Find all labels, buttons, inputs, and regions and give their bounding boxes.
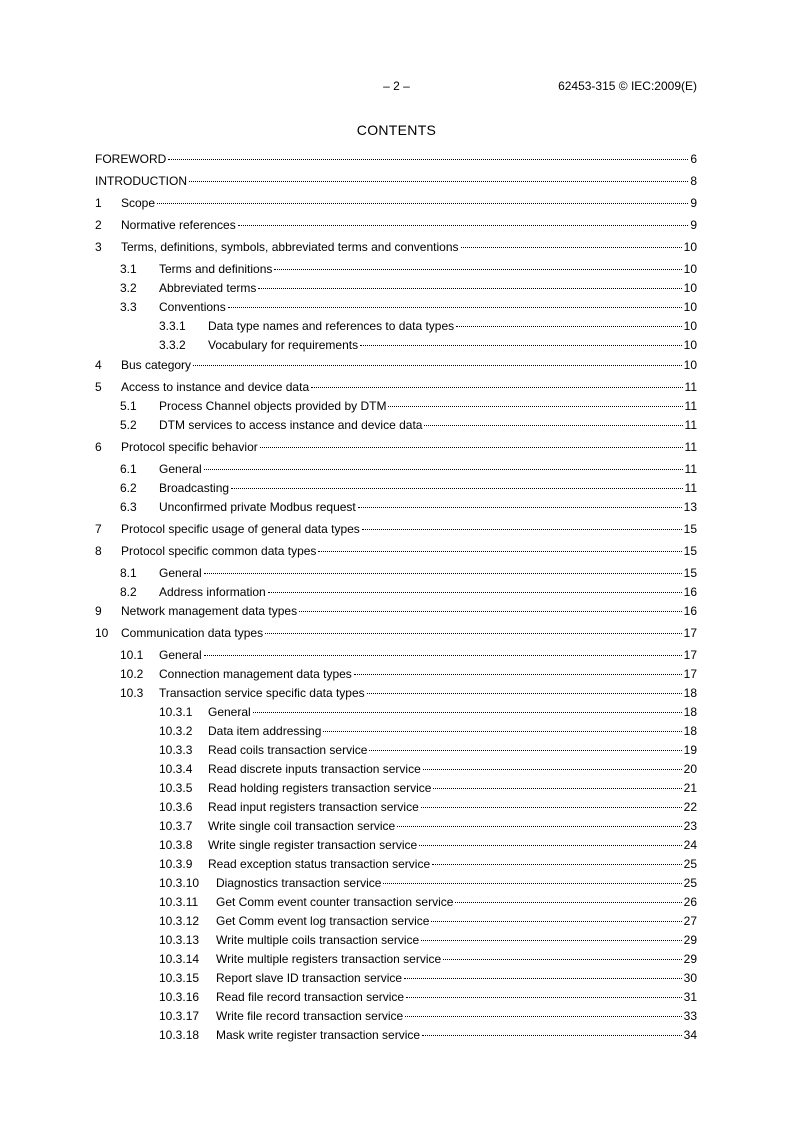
- toc-entry-page: 9: [690, 196, 697, 210]
- toc-entry-number: 5.1: [120, 399, 137, 413]
- toc-entry[interactable]: [159, 838, 697, 853]
- dot-leader: [424, 424, 682, 426]
- dot-leader: [274, 268, 681, 270]
- toc-entry-page: 20: [683, 762, 697, 776]
- dot-leader: [189, 180, 688, 182]
- toc-entry[interactable]: [95, 544, 697, 559]
- toc-entry-page: 29: [683, 933, 697, 947]
- toc-entry-page: 34: [683, 1028, 697, 1042]
- toc-entry-page: 11: [684, 440, 697, 454]
- toc-entry-page: 13: [683, 500, 697, 514]
- toc-entry-number: 6.1: [120, 462, 137, 476]
- toc-entry[interactable]: [120, 481, 697, 496]
- toc-entry-title: Protocol specific usage of general data types: [121, 522, 360, 536]
- toc-entry[interactable]: [159, 338, 697, 353]
- toc-entry-number: 6.3: [120, 500, 137, 514]
- toc-entry-title: Transaction service specific data types: [159, 686, 365, 700]
- toc-entry[interactable]: [120, 281, 697, 296]
- toc-entry-page: 23: [683, 819, 697, 833]
- toc-entry-number: 3.3.2: [159, 338, 186, 352]
- dot-leader: [419, 844, 681, 846]
- toc-entry-number: 2: [95, 218, 102, 232]
- toc-entry-title: FOREWORD: [95, 152, 167, 166]
- toc-entry-number: 3.2: [120, 281, 137, 295]
- toc-entry-title: Read holding registers transaction service: [208, 781, 432, 795]
- toc-entry-title: General: [159, 566, 202, 580]
- dot-leader: [432, 863, 682, 865]
- toc-entry[interactable]: [120, 399, 697, 414]
- toc-entry-title: Connection management data types: [159, 667, 352, 681]
- toc-entry-number: 10.3.5: [159, 781, 193, 795]
- toc-entry-number: 10.3.9: [159, 857, 193, 871]
- dot-leader: [193, 364, 682, 366]
- dot-leader: [268, 591, 682, 593]
- toc-entry-number: 10.3.12: [159, 914, 200, 928]
- toc-entry-number: 8.1: [120, 566, 137, 580]
- toc-entry-number: 10.3.17: [159, 1009, 200, 1023]
- toc-entry-number: 10.1: [120, 648, 144, 662]
- toc-entry[interactable]: [95, 626, 697, 641]
- toc-entry[interactable]: [159, 990, 697, 1005]
- toc-entry[interactable]: [95, 174, 697, 189]
- contents-title: CONTENTS: [356, 122, 437, 138]
- toc-entry-page: 10: [683, 300, 697, 314]
- toc-entry-title: Address information: [159, 585, 266, 599]
- dot-leader: [397, 825, 681, 827]
- toc-entry-number: 5: [95, 380, 102, 394]
- toc-entry[interactable]: [159, 705, 697, 720]
- dot-leader: [311, 386, 682, 388]
- toc-entry-page: 17: [683, 648, 697, 662]
- toc-entry-number: 10.3.11: [159, 895, 199, 909]
- toc-entry[interactable]: [159, 895, 697, 910]
- dot-leader: [421, 939, 681, 941]
- toc-entry-number: 10.3.15: [159, 971, 200, 985]
- dot-leader: [299, 610, 682, 612]
- toc-entry-number: 4: [95, 358, 102, 372]
- toc-entry-page: 11: [684, 462, 697, 476]
- toc-entry-title: Get Comm event counter transaction service: [216, 895, 454, 909]
- toc-entry-number: 3.3.1: [159, 319, 186, 333]
- toc-entry-page: 10: [683, 319, 697, 333]
- toc-entry-number: 10.3.16: [159, 990, 200, 1004]
- toc-entry-number: 10.3.1: [159, 705, 193, 719]
- toc-entry-title: Read discrete inputs transaction service: [208, 762, 421, 776]
- toc-entry-page: 30: [683, 971, 697, 985]
- dot-leader: [388, 405, 682, 407]
- toc-entry[interactable]: [120, 462, 697, 477]
- dot-leader: [238, 224, 689, 226]
- toc-entry-number: 6.2: [120, 481, 137, 495]
- toc-entry-page: 11: [684, 418, 697, 432]
- dot-leader: [421, 806, 682, 808]
- toc-entry-number: 3.3: [120, 300, 137, 314]
- toc-entry-page: 31: [683, 990, 697, 1004]
- toc-entry-number: 10.3.8: [159, 838, 193, 852]
- toc-entry[interactable]: [159, 319, 697, 334]
- dot-leader: [456, 325, 681, 327]
- toc-entry[interactable]: [95, 604, 697, 619]
- toc-entry-title: Write file record transaction service: [216, 1009, 404, 1023]
- toc-entry[interactable]: [95, 240, 697, 255]
- toc-entry-title: Write multiple coils transaction service: [216, 933, 420, 947]
- toc-entry-page: 33: [683, 1009, 697, 1023]
- toc-entry-page: 11: [684, 399, 697, 413]
- toc-entry-title: Scope: [121, 196, 156, 210]
- dot-leader: [318, 550, 681, 552]
- toc-entry-page: 10: [683, 338, 697, 352]
- toc-entry[interactable]: [120, 418, 697, 433]
- toc-entry[interactable]: [95, 358, 697, 373]
- dot-leader: [231, 487, 682, 489]
- toc-entry-title: Conventions: [159, 300, 226, 314]
- toc-entry-page: 26: [683, 895, 697, 909]
- toc-entry-number: 10.2: [120, 667, 144, 681]
- toc-entry-title: Write single register transaction service: [208, 838, 418, 852]
- toc-entry-page: 15: [683, 544, 697, 558]
- toc-entry-number: 10: [95, 626, 109, 640]
- toc-entry-number: 10.3.14: [159, 952, 200, 966]
- toc-entry[interactable]: [159, 952, 697, 967]
- toc-entry[interactable]: [120, 585, 697, 600]
- toc-entry-title: Get Comm event log transaction service: [216, 914, 430, 928]
- toc-entry-title: DTM services to access instance and device data: [159, 418, 423, 432]
- toc-entry-title: Data item addressing: [208, 724, 322, 738]
- page-number: – 2 –: [383, 79, 410, 93]
- toc-entry-number: 7: [95, 522, 102, 536]
- toc-entry[interactable]: [159, 971, 697, 986]
- toc-entry-number: 10.3.3: [159, 743, 193, 757]
- toc-entry-title: INTRODUCTION: [95, 174, 187, 188]
- dot-leader: [383, 882, 681, 884]
- toc-entry[interactable]: [159, 857, 697, 872]
- toc-entry[interactable]: [120, 500, 697, 515]
- dot-leader: [228, 306, 682, 308]
- toc-entry-number: 10.3.18: [159, 1028, 200, 1042]
- toc-entry-number: 3: [95, 240, 102, 254]
- toc-entry-title: Read file record transaction service: [216, 990, 405, 1004]
- dot-leader: [265, 632, 682, 634]
- dot-leader: [358, 506, 682, 508]
- toc-entry[interactable]: [120, 686, 697, 701]
- dot-leader: [369, 749, 681, 751]
- toc-entry[interactable]: [159, 819, 697, 834]
- toc-entry-title: Protocol specific behavior: [121, 440, 258, 454]
- toc-entry-title: Unconfirmed private Modbus request: [159, 500, 356, 514]
- toc-entry-title: Broadcasting: [159, 481, 230, 495]
- dot-leader: [455, 901, 681, 903]
- toc-entry[interactable]: [120, 262, 697, 277]
- dot-leader: [157, 202, 688, 204]
- toc-entry[interactable]: [159, 933, 697, 948]
- dot-leader: [443, 958, 681, 960]
- toc-entry-page: 9: [690, 218, 697, 232]
- toc-entry-page: 10: [683, 262, 697, 276]
- toc-entry[interactable]: [159, 800, 697, 815]
- toc-entry-number: 1: [95, 196, 102, 210]
- toc-entry[interactable]: [95, 196, 697, 211]
- toc-entry-number: 10.3: [120, 686, 144, 700]
- toc-entry-page: 8: [690, 174, 697, 188]
- toc-entry-page: 6: [690, 152, 697, 166]
- toc-entry-title: Network management data types: [121, 604, 298, 618]
- toc-entry[interactable]: [95, 380, 697, 395]
- toc-entry-title: Process Channel objects provided by DTM: [159, 399, 387, 413]
- dot-leader: [204, 468, 683, 470]
- toc-entry-title: Read exception status transaction service: [208, 857, 431, 871]
- toc-entry[interactable]: [159, 876, 697, 891]
- dot-leader: [323, 730, 681, 732]
- toc-entry-title: Read input registers transaction service: [208, 800, 419, 814]
- toc-entry[interactable]: [120, 667, 697, 682]
- dot-leader: [258, 287, 681, 289]
- toc-entry-number: 8: [95, 544, 102, 558]
- toc-entry-page: 24: [683, 838, 697, 852]
- toc-entry-page: 11: [684, 481, 697, 495]
- toc-entry-number: 10.3.4: [159, 762, 193, 776]
- toc-entry-page: 18: [683, 705, 697, 719]
- toc-entry-title: Write single coil transaction service: [208, 819, 396, 833]
- dot-leader: [360, 344, 682, 346]
- toc-entry-title: Mask write register transaction service: [216, 1028, 421, 1042]
- toc-entry-page: 10: [683, 281, 697, 295]
- toc-entry-page: 27: [683, 914, 697, 928]
- toc-entry[interactable]: [95, 218, 697, 233]
- toc-entry-number: 10.3.10: [159, 876, 200, 890]
- toc-entry[interactable]: [159, 781, 697, 796]
- dot-leader: [423, 768, 682, 770]
- toc-entry-title: Access to instance and device data: [121, 380, 310, 394]
- toc-entry-page: 10: [683, 358, 697, 372]
- dot-leader: [431, 920, 681, 922]
- toc-entry[interactable]: [95, 440, 697, 455]
- toc-entry-number: 3.1: [120, 262, 137, 276]
- toc-entry-number: 10.3.6: [159, 800, 193, 814]
- toc-entry-title: Write multiple registers transaction service: [216, 952, 442, 966]
- dot-leader: [461, 246, 682, 248]
- toc-entry[interactable]: [95, 522, 697, 537]
- toc-entry[interactable]: [159, 1028, 697, 1043]
- toc-entry-number: 9: [95, 604, 102, 618]
- toc-entry-title: Vocabulary for requirements: [208, 338, 359, 352]
- dot-leader: [260, 446, 683, 448]
- toc-entry-page: 19: [683, 743, 697, 757]
- toc-entry-title: Bus category: [121, 358, 192, 372]
- dot-leader: [422, 1034, 682, 1036]
- toc-entry[interactable]: [120, 300, 697, 315]
- toc-entry-page: 22: [683, 800, 697, 814]
- toc-entry-number: 5.2: [120, 418, 137, 432]
- dot-leader: [406, 996, 682, 998]
- toc-entry-page: 17: [683, 626, 697, 640]
- dot-leader: [362, 528, 682, 530]
- toc-entry[interactable]: [120, 648, 697, 663]
- toc-entry[interactable]: [159, 914, 697, 929]
- toc-entry-page: 15: [683, 566, 697, 580]
- toc-entry-title: General: [159, 648, 202, 662]
- toc-entry-page: 15: [683, 522, 697, 536]
- toc-entry[interactable]: [159, 724, 697, 739]
- toc-entry-title: Read coils transaction service: [208, 743, 368, 757]
- toc-entry-title: Terms and definitions: [159, 262, 273, 276]
- toc-entry-title: Report slave ID transaction service: [216, 971, 403, 985]
- toc-entry-number: 10.3.7: [159, 819, 193, 833]
- dot-leader: [433, 787, 681, 789]
- toc-entry-number: 6: [95, 440, 102, 454]
- toc-entry-title: Data type names and references to data types: [208, 319, 455, 333]
- toc-entry-page: 16: [683, 585, 697, 599]
- dot-leader: [405, 1015, 681, 1017]
- toc-entry-title: Communication data types: [121, 626, 264, 640]
- toc-entry-title: Abbreviated terms: [159, 281, 257, 295]
- dot-leader: [367, 692, 682, 694]
- toc-entry-page: 16: [683, 604, 697, 618]
- toc-entry-title: Terms, definitions, symbols, abbreviated terms and conventions: [121, 240, 459, 254]
- toc-entry-page: 11: [684, 380, 697, 394]
- document-identifier: 62453-315 © IEC:2009(E): [558, 79, 697, 93]
- toc-entry-title: Normative references: [121, 218, 236, 232]
- toc-entry[interactable]: [159, 743, 697, 758]
- toc-entry-page: 29: [683, 952, 697, 966]
- toc-entry[interactable]: [120, 566, 697, 581]
- toc-entry-page: 25: [683, 876, 697, 890]
- toc-entry[interactable]: [159, 762, 697, 777]
- dot-leader: [354, 673, 682, 675]
- toc-entry-title: Diagnostics transaction service: [216, 876, 382, 890]
- dot-leader: [253, 711, 682, 713]
- toc-entry-title: Protocol specific common data types: [121, 544, 317, 558]
- toc-entry-title: General: [159, 462, 202, 476]
- toc-entry-number: 8.2: [120, 585, 137, 599]
- toc-entry-page: 18: [683, 686, 697, 700]
- toc-entry-page: 10: [683, 240, 697, 254]
- toc-entry-number: 10.3.2: [159, 724, 193, 738]
- toc-entry-page: 17: [683, 667, 697, 681]
- toc-entry-number: 10.3.13: [159, 933, 200, 947]
- toc-entry-page: 18: [683, 724, 697, 738]
- toc-entry-page: 21: [683, 781, 697, 795]
- dot-leader: [204, 572, 682, 574]
- dot-leader: [204, 654, 682, 656]
- toc-entry[interactable]: [159, 1009, 697, 1024]
- dot-leader: [168, 158, 688, 160]
- dot-leader: [404, 977, 682, 979]
- toc-entry-title: General: [208, 705, 251, 719]
- toc-entry-page: 25: [683, 857, 697, 871]
- toc-entry[interactable]: [95, 152, 697, 167]
